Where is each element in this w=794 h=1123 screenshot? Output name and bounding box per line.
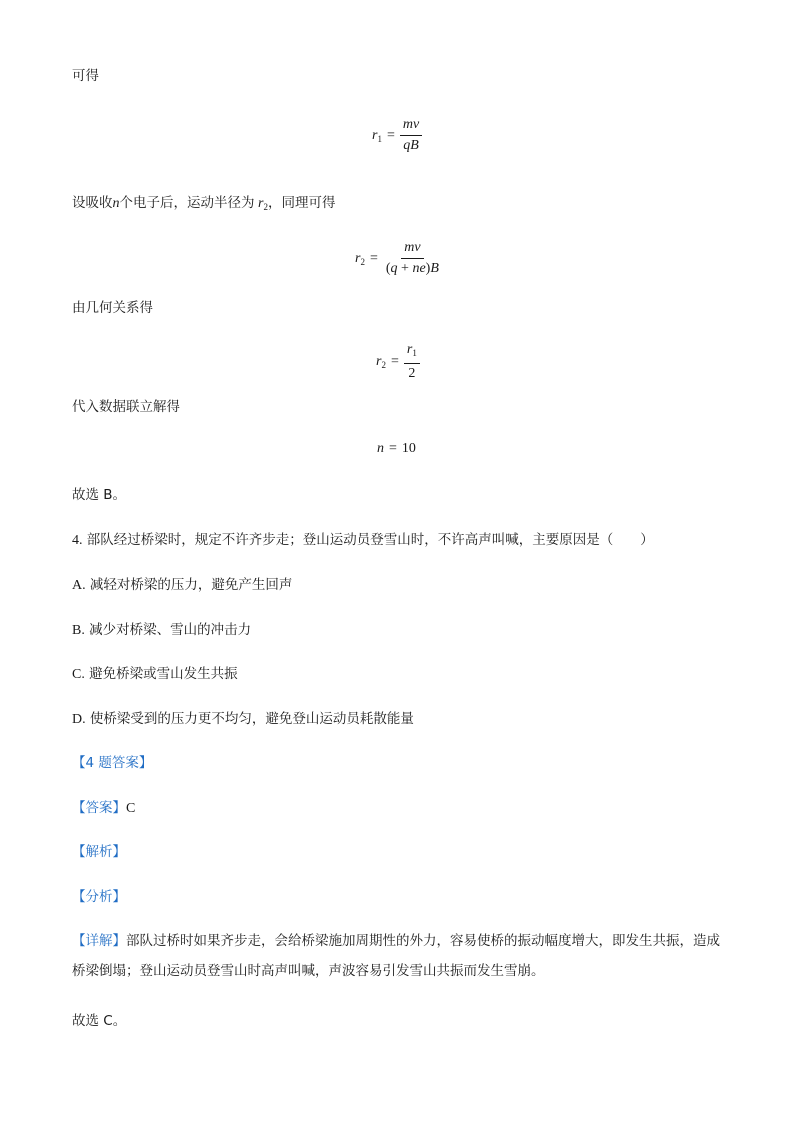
formula-r1-equals: = [386,127,395,143]
formula-n-lhs: n [377,441,384,456]
conclusion: 故选 C。 [72,1013,127,1029]
formula-r1 [372,117,422,154]
fenxi-label: 【分析】 [72,889,126,905]
question-4-text: 部队经过桥梁时，规定不许齐步走；登山运动员登雪山时，不许高声叫喊，主要原因是（ ） [86,532,654,548]
option-b: B. 减少对桥梁、雪山的冲击力 [72,622,252,638]
formula-n-equals: = [389,441,397,456]
geometry-text: 由几何关系得 [72,300,153,316]
question-4-number: 4. [72,533,83,548]
formula-r1-denominator: qB [403,138,419,153]
conclusion-prev: 故选 B。 [72,487,127,503]
intro-text: 可得 [72,68,99,84]
formula-r1-fraction [400,117,422,154]
electrons-text: 设吸收n个电子后，运动半径为 $r_2$，同理可得 [72,195,336,212]
formula-r2 [355,240,442,277]
formula-n [377,441,416,457]
detail-label: 【详解】 [72,933,126,949]
formula-r2-denominator: (q + ne)B [385,261,439,276]
answer-value: C [126,801,136,816]
option-a: A. 减轻对桥梁的压力，避免产生回声 [72,577,293,593]
answer-line [72,798,135,819]
formula-r2-half-fraction [404,342,420,382]
analysis-label: 【解析】 [72,844,126,860]
formula-r2-half [376,342,420,382]
formula-n-rhs: 10 [401,441,416,456]
option-d: D. 使桥梁受到的压力更不均匀，避免登山运动员耗散能量 [72,711,414,727]
formula-r2-numerator: mv [401,240,423,259]
answer-label: 【答案】 [72,800,126,816]
option-c: C. 避免桥梁或雪山发生共振 [72,666,238,682]
formula-r2-half-equals: = [390,354,399,369]
formula-r2-half-numerator: $r_1$ [404,342,420,364]
detail-paragraph [72,926,722,986]
formula-r1-lhs: $r_1$ [372,127,382,144]
formula-r1-numerator: mv [400,117,422,136]
question-4-stem [72,530,654,551]
solve-text: 代入数据联立解得 [72,399,180,415]
formula-r2-half-denominator: 2 [408,366,416,381]
answer-heading: 【4 题答案】 [72,755,153,771]
detail-text: 部队过桥时如果齐步走，会给桥梁施加周期性的外力，容易使桥的振动幅度增大，即发生共振，造成桥梁倒塌；登山运动员登雪山时高声叫喊，声波容易引发雪山共振而发生雪崩。 [72,933,720,979]
formula-r2-half-lhs: $r_2$ [376,354,386,370]
formula-r2-fraction [383,240,442,277]
formula-r2-equals: = [369,250,378,266]
formula-r2-lhs: $r_2$ [355,250,365,267]
